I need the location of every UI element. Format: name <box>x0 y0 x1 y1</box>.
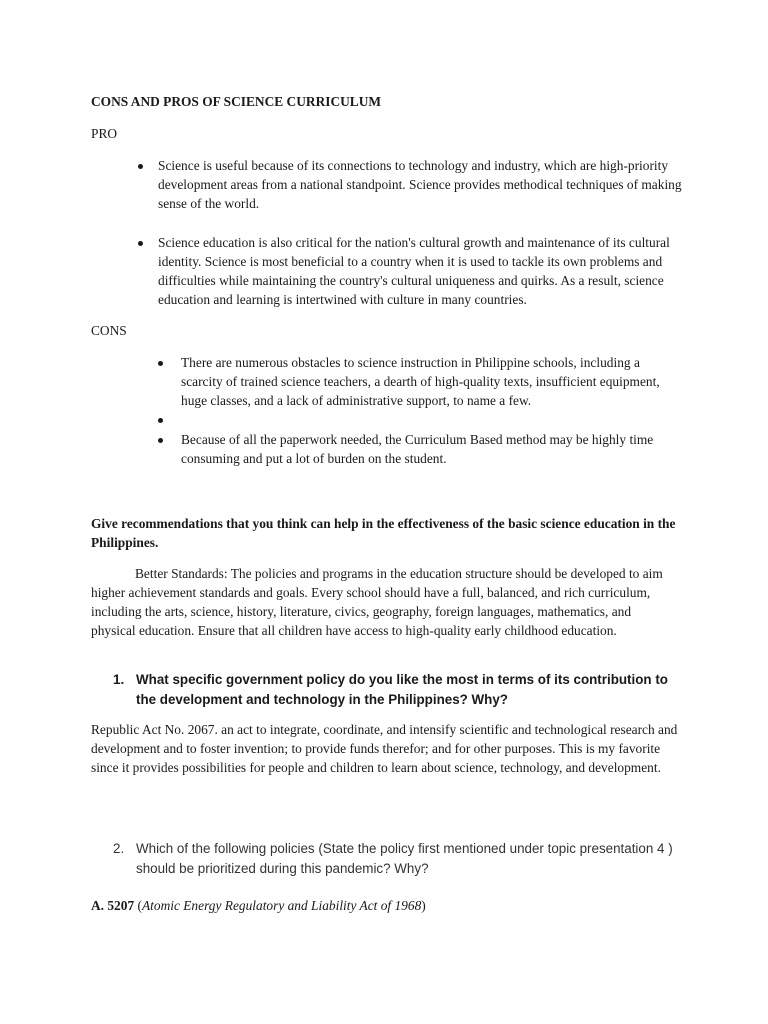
answer-2-close-paren: ) <box>421 898 426 913</box>
bullet-icon <box>158 418 163 423</box>
answer-2-open-paren: ( <box>134 898 142 913</box>
bullet-icon <box>138 164 143 169</box>
bullet-icon <box>158 361 163 366</box>
cons-item: Because of all the paperwork needed, the Curriculum Based method may be highly time consuming and put a lot of burden on the student. <box>181 432 654 466</box>
question-2: Which of the following policies (State the policy first mentioned under topic presentation 4 ) should be prioritized during this pandemic? Why? <box>136 841 673 876</box>
page-title: CONS AND PROS OF SCIENCE CURRICULUM <box>91 94 382 109</box>
answer-2-act-title: Atomic Energy Regulatory and Liability Act of 1968 <box>141 898 422 913</box>
answer-2-prefix: A. 5207 <box>91 898 135 913</box>
bullet-icon <box>158 438 163 443</box>
question-1: What specific government policy do you like the most in terms of its contribution to the development and technology in the Philippines? Why? <box>136 672 668 707</box>
pro-item: Science education is also critical for the nation's cultural growth and maintenance of its cultural identity. Science is most beneficial to a country when it is used to tackle its own problems and difficulties while maintaining the country's cultural uniqueness and quirks. As a result, science education and learning is intertwined with culture in many countries. <box>158 235 670 307</box>
recommendation-heading: Give recommendations that you think can help in the effectiveness of the basic science education in the Philippines. <box>91 516 676 550</box>
cons-label: CONS <box>91 323 127 338</box>
question-number: 1. <box>113 672 125 687</box>
cons-item: There are numerous obstacles to science instruction in Philippine schools, including a scarcity of trained science teachers, a dearth of high-quality texts, insufficient equipment, huge classes, and a lack of administrative support, to name a few. <box>181 355 660 408</box>
answer-2 <box>91 896 691 915</box>
answer-1: Republic Act No. 2067. an act to integrate, coordinate, and intensify scientific and technological research and development and to foster invention; to provide funds therefor; and for other purposes. This is my favorite since it provides possibilities for people and children to learn about science, technology, and development. <box>91 722 678 775</box>
recommendation-body: Better Standards: The policies and programs in the education structure should be developed to aim higher achievement standards and goals. Every school should have a full, balanced, and rich curriculum, including the arts, science, history, literature, civics, geography, foreign languages, mathematics, and physical education. Ensure that all children have access to high-quality early childhood education. <box>91 566 663 638</box>
question-number: 2. <box>113 841 125 856</box>
pro-label: PRO <box>91 126 118 141</box>
pro-item: Science is useful because of its connections to technology and industry, which are high-priority development areas from a national standpoint. Science provides methodical techniques of making sense of the world. <box>158 158 682 211</box>
bullet-icon <box>138 241 143 246</box>
